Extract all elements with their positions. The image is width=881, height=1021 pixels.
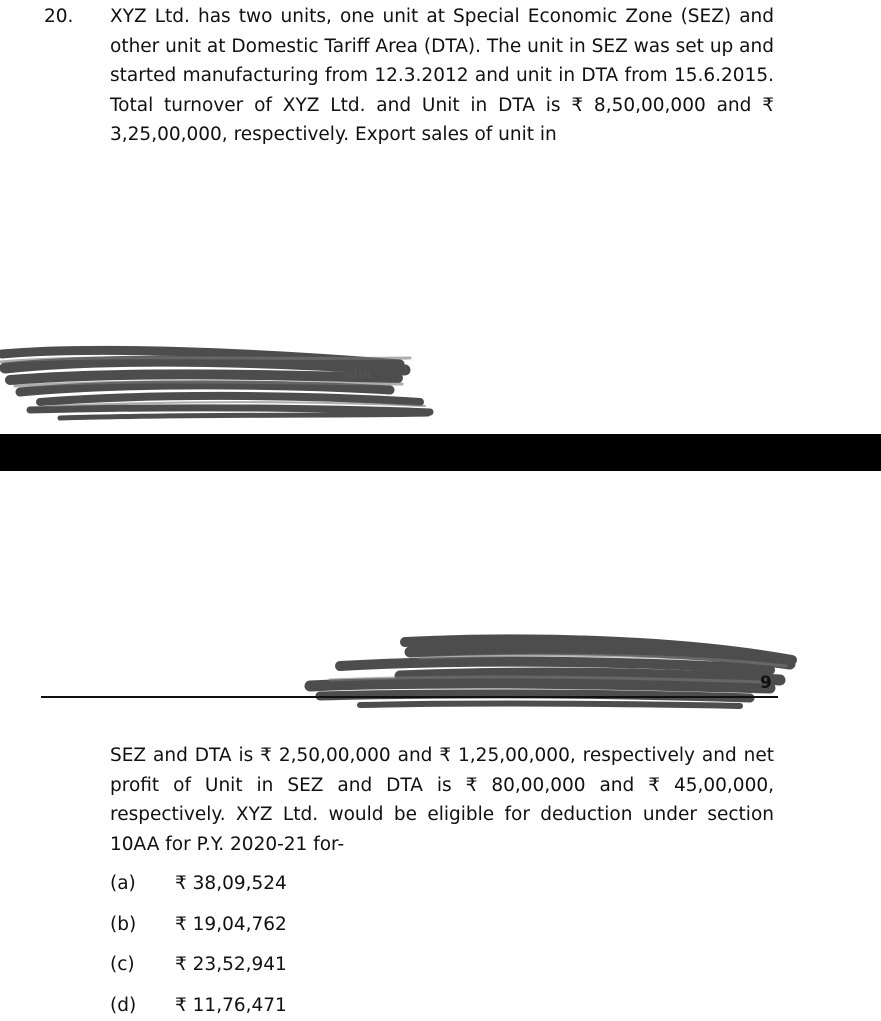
- option-d[interactable]: [110, 991, 410, 1021]
- redacted-text: ndia: [340, 366, 371, 382]
- option-label: (b): [110, 914, 137, 935]
- option-label: (a): [110, 873, 136, 894]
- redaction-scribble: [0, 340, 440, 430]
- option-amount: ₹ 38,09,524: [175, 873, 287, 894]
- option-a[interactable]: [110, 869, 410, 899]
- option-b[interactable]: [110, 910, 410, 940]
- option-label: (d): [110, 995, 137, 1016]
- footer-scribble-graphic: [300, 630, 800, 715]
- question-text-part-1: XYZ Ltd. has two units, one unit at Special Economic Zone (SEZ) and other unit at Domestic Tariff Area (DTA). The unit in SEZ was set up and started manufacturing from 12.3.2012 and unit in DTA from 15.6.2015. Total turnover of XYZ Ltd. and Unit in DTA is ₹ 8,50,00,000 and ₹ 3,25,00,000, respectively. Export sales of unit in: [110, 6, 774, 145]
- option-label: (c): [110, 954, 135, 975]
- option-amount: ₹ 19,04,762: [175, 914, 287, 935]
- option-amount: ₹ 23,52,941: [175, 954, 287, 975]
- option-amount: ₹ 11,76,471: [175, 995, 287, 1016]
- question-number: 20.: [44, 6, 74, 27]
- page-number: 9: [760, 673, 772, 693]
- option-c[interactable]: [110, 950, 410, 980]
- footer-rule: [41, 696, 778, 698]
- scribble-graphic: [0, 340, 440, 430]
- question-text-part-2: SEZ and DTA is ₹ 2,50,00,000 and ₹ 1,25,00,000, respectively and net profit of Unit in SEZ and DTA is ₹ 80,00,000 and ₹ 45,00,000, respectively. XYZ Ltd. would be eligible for deduction under section 10AA for P.Y. 2020-21 for-: [110, 745, 774, 855]
- redaction-bar: [0, 434, 881, 471]
- footer-redaction-scribble: [300, 630, 800, 715]
